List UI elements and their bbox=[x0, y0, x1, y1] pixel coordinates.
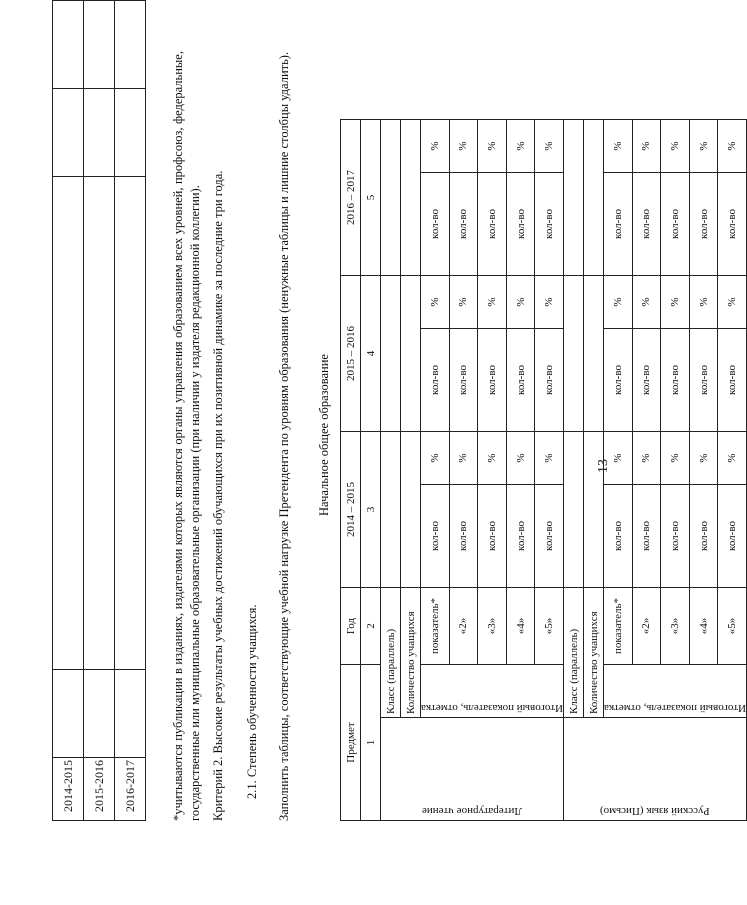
table-row bbox=[115, 1, 146, 821]
year-column-header: 2014 – 2015 bbox=[341, 432, 361, 588]
empty-cell bbox=[401, 276, 421, 432]
final-indicator-label: Итоговый показатель, отметка bbox=[421, 702, 564, 714]
grade-label: показатель* bbox=[604, 588, 633, 665]
column-number: 1 bbox=[361, 665, 381, 821]
percent-cell: % bbox=[478, 120, 507, 173]
year-header: Год bbox=[341, 588, 361, 665]
count-cell: кол-во bbox=[478, 329, 507, 432]
count-cell: кол-во bbox=[535, 173, 564, 276]
count-cell: кол-во bbox=[535, 485, 564, 588]
empty-cell bbox=[115, 1, 146, 89]
previous-table-fragment bbox=[52, 0, 146, 821]
percent-cell: % bbox=[632, 120, 661, 173]
percent-cell: % bbox=[449, 432, 478, 485]
table-row bbox=[381, 120, 401, 821]
percent-cell: % bbox=[421, 120, 450, 173]
empty-cell bbox=[584, 276, 604, 432]
grade-label: «4» bbox=[689, 588, 718, 665]
class-label: Класс (параллель) bbox=[381, 588, 401, 718]
count-cell: кол-во bbox=[421, 485, 450, 588]
column-number: 5 bbox=[361, 120, 381, 276]
column-number: 2 bbox=[361, 588, 381, 665]
percent-cell: % bbox=[689, 120, 718, 173]
empty-cell bbox=[381, 432, 401, 588]
empty-cell bbox=[115, 89, 146, 177]
empty-cell bbox=[84, 177, 115, 670]
subsection-heading: 2.1. Степень обученности учащихся. bbox=[245, 604, 259, 799]
count-cell: кол-во bbox=[535, 329, 564, 432]
table-row bbox=[564, 120, 584, 821]
count-cell: кол-во bbox=[506, 329, 535, 432]
percent-cell: % bbox=[535, 276, 564, 329]
empty-cell bbox=[381, 276, 401, 432]
percent-cell: % bbox=[718, 120, 747, 173]
count-cell: кол-во bbox=[506, 485, 535, 588]
percent-cell: % bbox=[421, 276, 450, 329]
percent-cell: % bbox=[449, 276, 478, 329]
grade-label: «2» bbox=[449, 588, 478, 665]
count-cell: кол-во bbox=[689, 485, 718, 588]
subject-name: Литературное чтение bbox=[422, 805, 522, 817]
table-row bbox=[421, 120, 450, 821]
count-cell: кол-во bbox=[478, 173, 507, 276]
final-indicator-cell bbox=[421, 665, 564, 718]
count-cell: кол-во bbox=[718, 485, 747, 588]
percent-cell: % bbox=[506, 276, 535, 329]
percent-cell: % bbox=[718, 276, 747, 329]
percent-cell: % bbox=[478, 432, 507, 485]
education-level: Начальное общее образование bbox=[317, 354, 331, 516]
fill-instruction: Заполнить таблицы, соответствующие учебной нагрузке Претендента по уровням образования (ненужные таблицы и лишние столбцы удалить). bbox=[277, 51, 291, 821]
year-column-header: 2016 – 2017 bbox=[341, 120, 361, 276]
percent-cell: % bbox=[604, 276, 633, 329]
percent-cell: % bbox=[632, 276, 661, 329]
empty-cell bbox=[584, 432, 604, 588]
empty-cell bbox=[564, 120, 584, 276]
count-cell: кол-во bbox=[449, 329, 478, 432]
count-cell: кол-во bbox=[449, 485, 478, 588]
empty-cell bbox=[584, 120, 604, 276]
count-cell: кол-во bbox=[506, 173, 535, 276]
percent-cell: % bbox=[661, 276, 690, 329]
percent-cell: % bbox=[506, 432, 535, 485]
count-cell: кол-во bbox=[604, 173, 633, 276]
empty-cell bbox=[84, 1, 115, 89]
page-number: 13 bbox=[596, 459, 611, 473]
year-cell: 2015-2016 bbox=[84, 758, 115, 821]
count-cell: кол-во bbox=[478, 485, 507, 588]
percent-cell: % bbox=[689, 276, 718, 329]
empty-cell bbox=[401, 432, 421, 588]
grade-label: показатель* bbox=[421, 588, 450, 665]
subject-header: Предмет bbox=[341, 665, 361, 821]
count-cell: кол-во bbox=[718, 173, 747, 276]
count-cell: кол-во bbox=[449, 173, 478, 276]
final-indicator-cell bbox=[604, 665, 747, 718]
table-row bbox=[53, 1, 84, 821]
percent-cell: % bbox=[661, 120, 690, 173]
empty-cell bbox=[84, 89, 115, 177]
empty-cell bbox=[84, 669, 115, 757]
count-cell: кол-во bbox=[661, 329, 690, 432]
percent-cell: % bbox=[661, 432, 690, 485]
percent-cell: % bbox=[449, 120, 478, 173]
count-cell: кол-во bbox=[661, 485, 690, 588]
criterion-heading: Критерий 2. Высокие результаты учебных достижений обучающихся при их позитивной динамике за последние три года. bbox=[211, 170, 225, 821]
count-cell: кол-во bbox=[632, 485, 661, 588]
count-cell: кол-во bbox=[421, 329, 450, 432]
year-cell: 2016-2017 bbox=[115, 758, 146, 821]
grade-label: «5» bbox=[535, 588, 564, 665]
empty-cell bbox=[401, 120, 421, 276]
count-cell: кол-во bbox=[689, 329, 718, 432]
count-cell: кол-во bbox=[604, 485, 633, 588]
grade-label: «5» bbox=[718, 588, 747, 665]
table-row bbox=[361, 120, 381, 821]
percent-cell: % bbox=[535, 120, 564, 173]
table-row bbox=[584, 120, 604, 821]
class-label: Класс (параллель) bbox=[564, 588, 584, 718]
percent-cell: % bbox=[421, 432, 450, 485]
empty-cell bbox=[53, 89, 84, 177]
percent-cell: % bbox=[689, 432, 718, 485]
final-indicator-label: Итоговый показатель, отметка bbox=[604, 702, 747, 714]
percent-cell: % bbox=[478, 276, 507, 329]
students-label: Количество учащихся bbox=[584, 588, 604, 718]
table-row bbox=[341, 120, 361, 821]
grade-label: «3» bbox=[478, 588, 507, 665]
subject-name: Русский язык (Письмо) bbox=[600, 805, 710, 817]
percent-cell: % bbox=[604, 432, 633, 485]
grade-label: «2» bbox=[632, 588, 661, 665]
empty-cell bbox=[381, 120, 401, 276]
publication-note: *учитываются публикации в изданиях, издателями которых являются органы управления образованием всех уровней, профсоюз, федеральные, государственные или муниципальные образовательные организации (при наличии у издателя редакционной коллегии). bbox=[171, 51, 202, 821]
subject-name-cell bbox=[564, 718, 747, 821]
empty-cell bbox=[53, 177, 84, 670]
column-number: 4 bbox=[361, 276, 381, 432]
year-column-header: 2015 – 2016 bbox=[341, 276, 361, 432]
table-row bbox=[84, 1, 115, 821]
column-number: 3 bbox=[361, 432, 381, 588]
year-cell: 2014-2015 bbox=[53, 758, 84, 821]
count-cell: кол-во bbox=[632, 173, 661, 276]
percent-cell: % bbox=[632, 432, 661, 485]
count-cell: кол-во bbox=[661, 173, 690, 276]
count-cell: кол-во bbox=[632, 329, 661, 432]
empty-cell bbox=[115, 177, 146, 670]
empty-cell bbox=[53, 1, 84, 89]
empty-cell bbox=[53, 669, 84, 757]
grade-label: «4» bbox=[506, 588, 535, 665]
count-cell: кол-во bbox=[604, 329, 633, 432]
student-results-table bbox=[340, 119, 747, 821]
students-label: Количество учащихся bbox=[401, 588, 421, 718]
percent-cell: % bbox=[535, 432, 564, 485]
subject-name-cell bbox=[381, 718, 564, 821]
percent-cell: % bbox=[604, 120, 633, 173]
empty-cell bbox=[115, 669, 146, 757]
grade-label: «3» bbox=[661, 588, 690, 665]
empty-cell bbox=[564, 276, 584, 432]
empty-cell bbox=[564, 432, 584, 588]
table-row bbox=[401, 120, 421, 821]
percent-cell: % bbox=[506, 120, 535, 173]
count-cell: кол-во bbox=[689, 173, 718, 276]
count-cell: кол-во bbox=[421, 173, 450, 276]
count-cell: кол-во bbox=[718, 329, 747, 432]
table-row bbox=[604, 120, 633, 821]
percent-cell: % bbox=[718, 432, 747, 485]
